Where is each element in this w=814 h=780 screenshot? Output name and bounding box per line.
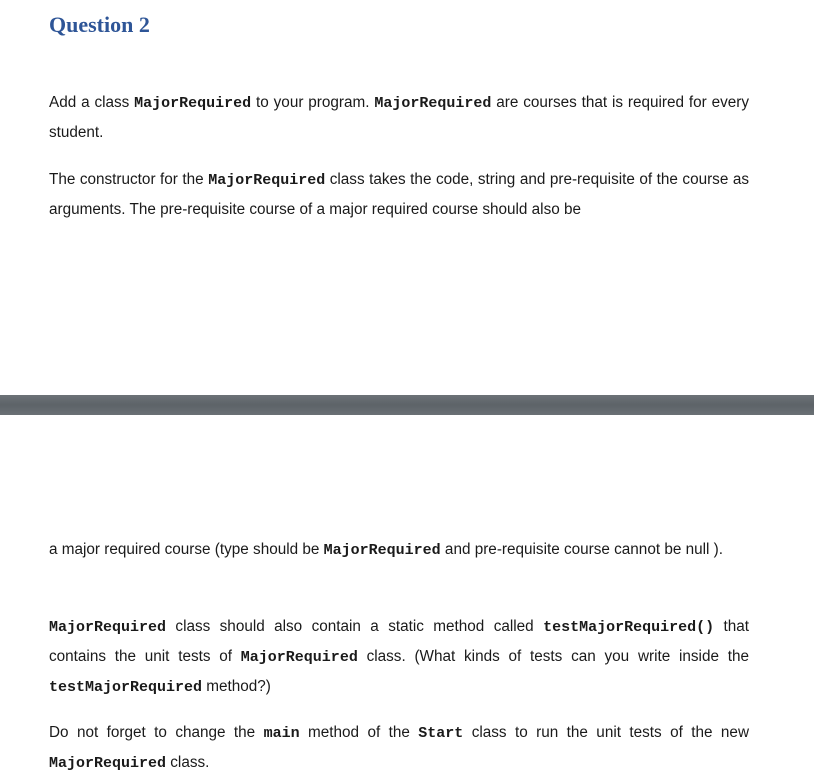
text: method?) xyxy=(202,678,271,695)
text: class. xyxy=(166,754,210,771)
text: class. (What kinds of tests can you write inside the xyxy=(357,648,749,665)
text: and pre-requisite course cannot be null ). xyxy=(440,541,723,558)
paragraph-static-method xyxy=(49,612,749,702)
paragraph-constructor xyxy=(49,165,749,224)
paragraph-main-method xyxy=(49,718,749,778)
text: method of the xyxy=(299,724,419,741)
text: a major required course (type should be xyxy=(49,541,324,558)
code-class-name: MajorRequired xyxy=(208,172,326,189)
paragraph-add-class xyxy=(49,88,749,147)
question-heading: Question 2 xyxy=(49,12,150,37)
paragraph-continuation xyxy=(49,535,749,565)
code-method-name: testMajorRequired() xyxy=(543,619,715,636)
code-class-name: MajorRequired xyxy=(49,619,167,636)
page-break-divider xyxy=(0,395,814,415)
text: Add a class xyxy=(49,94,135,111)
code-class-name: MajorRequired xyxy=(134,95,252,112)
text: to your program. xyxy=(251,94,375,111)
code-class-name: MajorRequired xyxy=(323,542,441,559)
text: are courses that is required for every student. xyxy=(49,94,749,141)
code-class-name: MajorRequired xyxy=(49,755,167,772)
text: The constructor for the xyxy=(49,171,209,188)
text: class should also contain a static method called xyxy=(166,618,544,635)
code-class-name: MajorRequired xyxy=(240,649,358,666)
code-class-name: MajorRequired xyxy=(374,95,492,112)
code-method-name: testMajorRequired xyxy=(49,679,203,696)
code-class-name: Start xyxy=(418,725,464,742)
code-method-name: main xyxy=(263,725,300,742)
text: Do not forget to change the xyxy=(49,724,264,741)
text: class takes the code, string and pre-requisite of the course as arguments. The pre-requisite course of a major required course should also be xyxy=(49,171,750,218)
text: that contains the unit tests of xyxy=(49,618,749,665)
text: class to run the unit tests of the new xyxy=(463,724,749,741)
